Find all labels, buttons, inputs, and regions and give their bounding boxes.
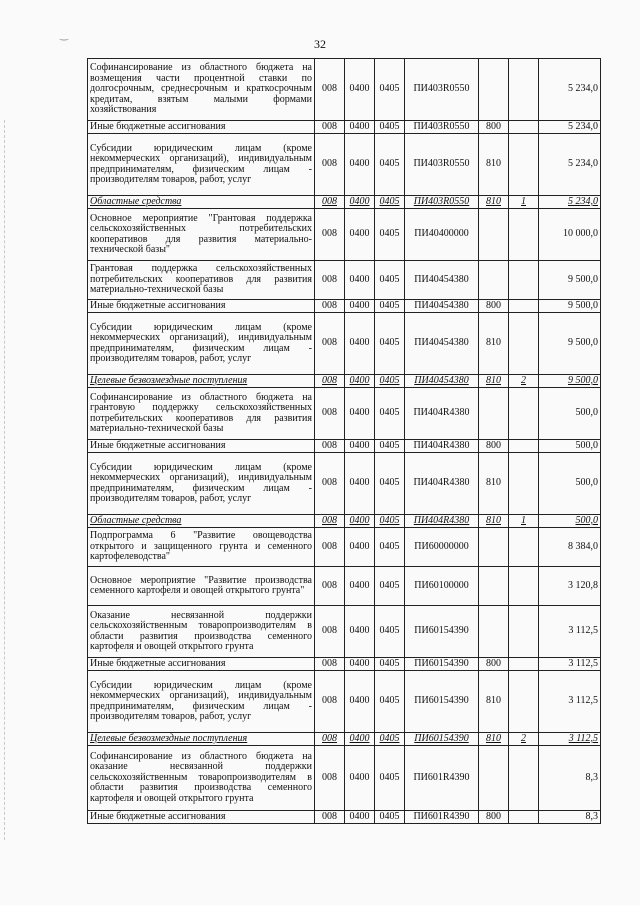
cell-target-article: ПИ60154390 bbox=[405, 606, 479, 658]
table-row bbox=[88, 134, 601, 196]
cell-subsection-code: 0405 bbox=[375, 746, 405, 811]
cell-subsection-code: 0405 bbox=[375, 567, 405, 606]
cell-ministry-code: 008 bbox=[315, 515, 345, 528]
cell-section-code: 0400 bbox=[345, 59, 375, 121]
cell-expense-type: 810 bbox=[479, 671, 509, 733]
cell-subsection-code: 0405 bbox=[375, 313, 405, 375]
cell-description: Иные бюджетные ассигнования bbox=[88, 658, 315, 671]
cell-expense-type: 810 bbox=[479, 733, 509, 746]
cell-expense-type bbox=[479, 528, 509, 567]
cell-amount: 500,0 bbox=[539, 453, 601, 515]
budget-table-body bbox=[88, 59, 601, 824]
table-row bbox=[88, 300, 601, 313]
cell-section-code: 0400 bbox=[345, 388, 375, 440]
cell-funding-source bbox=[509, 440, 539, 453]
table-row bbox=[88, 671, 601, 733]
cell-subsection-code: 0405 bbox=[375, 300, 405, 313]
cell-amount: 10 000,0 bbox=[539, 209, 601, 261]
cell-target-article: ПИ404R4380 bbox=[405, 388, 479, 440]
cell-subsection-code: 0405 bbox=[375, 261, 405, 300]
cell-subsection-code: 0405 bbox=[375, 440, 405, 453]
cell-expense-type: 810 bbox=[479, 515, 509, 528]
cell-amount: 5 234,0 bbox=[539, 59, 601, 121]
cell-description: Софинансирование из областного бюджета на грантовую поддержку сельскохозяйственных потребительских кооперативов для развития материально-технической базы bbox=[88, 388, 315, 440]
table-row bbox=[88, 196, 601, 209]
cell-target-article: ПИ404R4380 bbox=[405, 515, 479, 528]
cell-section-code: 0400 bbox=[345, 515, 375, 528]
cell-description: Оказание несвязанной поддержки сельскохозяйственным товаропроизводителям в области развития производства семенного картофеля и овощей открытого грунта bbox=[88, 606, 315, 658]
cell-description: Подпрограмма 6 "Развитие овощеводства открытого и защищенного грунта и семенного картофелеводства" bbox=[88, 528, 315, 567]
cell-ministry-code: 008 bbox=[315, 196, 345, 209]
cell-subsection-code: 0405 bbox=[375, 134, 405, 196]
cell-amount: 3 112,5 bbox=[539, 733, 601, 746]
cell-section-code: 0400 bbox=[345, 440, 375, 453]
table-row bbox=[88, 209, 601, 261]
cell-funding-source: 2 bbox=[509, 733, 539, 746]
page-number: 32 bbox=[314, 37, 326, 51]
table-row bbox=[88, 515, 601, 528]
cell-amount: 9 500,0 bbox=[539, 313, 601, 375]
cell-target-article: ПИ403R0550 bbox=[405, 196, 479, 209]
cell-funding-source bbox=[509, 606, 539, 658]
cell-funding-source bbox=[509, 746, 539, 811]
cell-description: Субсидии юридическим лицам (кроме некоммерческих организаций), индивидуальным предпринимателям, физическим лицам - производителям товаров, работ, услуг bbox=[88, 134, 315, 196]
cell-amount: 500,0 bbox=[539, 440, 601, 453]
cell-section-code: 0400 bbox=[345, 209, 375, 261]
cell-subsection-code: 0405 bbox=[375, 375, 405, 388]
cell-funding-source bbox=[509, 811, 539, 824]
cell-expense-type: 810 bbox=[479, 313, 509, 375]
cell-target-article: ПИ601R4390 bbox=[405, 746, 479, 811]
cell-section-code: 0400 bbox=[345, 375, 375, 388]
cell-ministry-code: 008 bbox=[315, 134, 345, 196]
cell-amount: 8,3 bbox=[539, 746, 601, 811]
cell-ministry-code: 008 bbox=[315, 453, 345, 515]
cell-ministry-code: 008 bbox=[315, 209, 345, 261]
cell-subsection-code: 0405 bbox=[375, 388, 405, 440]
cell-target-article: ПИ60154390 bbox=[405, 733, 479, 746]
cell-ministry-code: 008 bbox=[315, 811, 345, 824]
cell-subsection-code: 0405 bbox=[375, 59, 405, 121]
cell-section-code: 0400 bbox=[345, 746, 375, 811]
cell-target-article: ПИ60100000 bbox=[405, 567, 479, 606]
cell-target-article: ПИ404R4380 bbox=[405, 453, 479, 515]
cell-ministry-code: 008 bbox=[315, 375, 345, 388]
cell-section-code: 0400 bbox=[345, 261, 375, 300]
table-row bbox=[88, 375, 601, 388]
cell-expense-type bbox=[479, 59, 509, 121]
cell-description: Иные бюджетные ассигнования bbox=[88, 811, 315, 824]
cell-ministry-code: 008 bbox=[315, 733, 345, 746]
cell-amount: 8 384,0 bbox=[539, 528, 601, 567]
cell-expense-type bbox=[479, 261, 509, 300]
cell-expense-type bbox=[479, 388, 509, 440]
cell-description: Софинансирование из областного бюджета на возмещения части процентной ставки по долгосрочным, среднесрочным и краткосрочным кредитам, взятым малыми формами хозяйствования bbox=[88, 59, 315, 121]
cell-section-code: 0400 bbox=[345, 196, 375, 209]
cell-ministry-code: 008 bbox=[315, 388, 345, 440]
cell-subsection-code: 0405 bbox=[375, 671, 405, 733]
cell-amount: 8,3 bbox=[539, 811, 601, 824]
cell-funding-source bbox=[509, 658, 539, 671]
cell-section-code: 0400 bbox=[345, 121, 375, 134]
cell-funding-source: 1 bbox=[509, 196, 539, 209]
cell-amount: 9 500,0 bbox=[539, 300, 601, 313]
cell-ministry-code: 008 bbox=[315, 313, 345, 375]
cell-amount: 3 112,5 bbox=[539, 658, 601, 671]
table-row bbox=[88, 746, 601, 811]
cell-target-article: ПИ40400000 bbox=[405, 209, 479, 261]
table-row bbox=[88, 606, 601, 658]
cell-target-article: ПИ403R0550 bbox=[405, 121, 479, 134]
cell-section-code: 0400 bbox=[345, 300, 375, 313]
cell-description: Иные бюджетные ассигнования bbox=[88, 121, 315, 134]
cell-amount: 3 112,5 bbox=[539, 606, 601, 658]
cell-subsection-code: 0405 bbox=[375, 209, 405, 261]
cell-amount: 5 234,0 bbox=[539, 196, 601, 209]
cell-description: Иные бюджетные ассигнования bbox=[88, 440, 315, 453]
cell-amount: 500,0 bbox=[539, 515, 601, 528]
cell-section-code: 0400 bbox=[345, 134, 375, 196]
cell-subsection-code: 0405 bbox=[375, 453, 405, 515]
cell-ministry-code: 008 bbox=[315, 121, 345, 134]
cell-description: Грантовая поддержка сельскохозяйственных потребительских кооперативов для развития материально-технической базы bbox=[88, 261, 315, 300]
cell-funding-source bbox=[509, 209, 539, 261]
cell-subsection-code: 0405 bbox=[375, 606, 405, 658]
cell-description: Областные средства bbox=[88, 515, 315, 528]
cell-target-article: ПИ40454380 bbox=[405, 300, 479, 313]
cell-description: Основное мероприятие "Грантовая поддержка сельскохозяйственных потребительских кооперативов для развития материально-технической базы" bbox=[88, 209, 315, 261]
cell-target-article: ПИ40454380 bbox=[405, 375, 479, 388]
cell-amount: 9 500,0 bbox=[539, 375, 601, 388]
budget-table bbox=[87, 58, 601, 824]
cell-description: Иные бюджетные ассигнования bbox=[88, 300, 315, 313]
table-row bbox=[88, 733, 601, 746]
cell-expense-type: 800 bbox=[479, 121, 509, 134]
table-row bbox=[88, 440, 601, 453]
cell-funding-source bbox=[509, 261, 539, 300]
cell-subsection-code: 0405 bbox=[375, 658, 405, 671]
cell-funding-source bbox=[509, 671, 539, 733]
cell-subsection-code: 0405 bbox=[375, 811, 405, 824]
cell-ministry-code: 008 bbox=[315, 59, 345, 121]
cell-amount: 3 112,5 bbox=[539, 671, 601, 733]
cell-section-code: 0400 bbox=[345, 453, 375, 515]
cell-section-code: 0400 bbox=[345, 811, 375, 824]
cell-expense-type: 800 bbox=[479, 300, 509, 313]
cell-target-article: ПИ404R4380 bbox=[405, 440, 479, 453]
cell-description: Основное мероприятие "Развитие производства семенного картофеля и овощей открытого грунта" bbox=[88, 567, 315, 606]
cell-expense-type: 810 bbox=[479, 453, 509, 515]
cell-section-code: 0400 bbox=[345, 567, 375, 606]
table-row bbox=[88, 811, 601, 824]
cell-ministry-code: 008 bbox=[315, 658, 345, 671]
cell-description: Областные средства bbox=[88, 196, 315, 209]
cell-funding-source bbox=[509, 388, 539, 440]
cell-subsection-code: 0405 bbox=[375, 528, 405, 567]
table-row bbox=[88, 567, 601, 606]
cell-funding-source: 2 bbox=[509, 375, 539, 388]
cell-subsection-code: 0405 bbox=[375, 515, 405, 528]
cell-expense-type: 810 bbox=[479, 134, 509, 196]
cell-expense-type: 800 bbox=[479, 811, 509, 824]
cell-expense-type: 800 bbox=[479, 658, 509, 671]
cell-section-code: 0400 bbox=[345, 313, 375, 375]
table-row bbox=[88, 59, 601, 121]
cell-ministry-code: 008 bbox=[315, 300, 345, 313]
cell-ministry-code: 008 bbox=[315, 671, 345, 733]
cell-amount: 9 500,0 bbox=[539, 261, 601, 300]
cell-description: Субсидии юридическим лицам (кроме некоммерческих организаций), индивидуальным предпринимателям, физическим лицам - производителям товаров, работ, услуг bbox=[88, 313, 315, 375]
table-row bbox=[88, 528, 601, 567]
cell-target-article: ПИ601R4390 bbox=[405, 811, 479, 824]
cell-funding-source bbox=[509, 567, 539, 606]
table-row bbox=[88, 261, 601, 300]
cell-expense-type bbox=[479, 567, 509, 606]
cell-funding-source bbox=[509, 300, 539, 313]
cell-amount: 5 234,0 bbox=[539, 121, 601, 134]
cell-expense-type: 810 bbox=[479, 196, 509, 209]
cell-expense-type: 810 bbox=[479, 375, 509, 388]
cell-section-code: 0400 bbox=[345, 671, 375, 733]
cell-expense-type bbox=[479, 606, 509, 658]
cell-description: Субсидии юридическим лицам (кроме некоммерческих организаций), индивидуальным предпринимателям, физическим лицам - производителям товаров, работ, услуг bbox=[88, 671, 315, 733]
cell-funding-source bbox=[509, 59, 539, 121]
table-row bbox=[88, 453, 601, 515]
cell-funding-source bbox=[509, 453, 539, 515]
cell-target-article: ПИ60154390 bbox=[405, 671, 479, 733]
cell-subsection-code: 0405 bbox=[375, 196, 405, 209]
cell-funding-source: 1 bbox=[509, 515, 539, 528]
scan-mark: ‿ bbox=[60, 30, 69, 41]
cell-section-code: 0400 bbox=[345, 606, 375, 658]
cell-ministry-code: 008 bbox=[315, 528, 345, 567]
table-row bbox=[88, 658, 601, 671]
cell-expense-type bbox=[479, 209, 509, 261]
table-row bbox=[88, 388, 601, 440]
margin-scan-line bbox=[4, 120, 5, 840]
cell-description: Целевые безвозмездные поступления bbox=[88, 375, 315, 388]
cell-target-article: ПИ60154390 bbox=[405, 658, 479, 671]
cell-ministry-code: 008 bbox=[315, 746, 345, 811]
cell-description: Целевые безвозмездные поступления bbox=[88, 733, 315, 746]
cell-target-article: ПИ40454380 bbox=[405, 313, 479, 375]
cell-amount: 500,0 bbox=[539, 388, 601, 440]
cell-section-code: 0400 bbox=[345, 658, 375, 671]
cell-target-article: ПИ60000000 bbox=[405, 528, 479, 567]
cell-amount: 3 120,8 bbox=[539, 567, 601, 606]
cell-expense-type: 800 bbox=[479, 440, 509, 453]
cell-funding-source bbox=[509, 528, 539, 567]
cell-subsection-code: 0405 bbox=[375, 733, 405, 746]
cell-funding-source bbox=[509, 313, 539, 375]
table-row bbox=[88, 313, 601, 375]
cell-funding-source bbox=[509, 134, 539, 196]
cell-expense-type bbox=[479, 746, 509, 811]
cell-amount: 5 234,0 bbox=[539, 134, 601, 196]
cell-target-article: ПИ403R0550 bbox=[405, 59, 479, 121]
table-row bbox=[88, 121, 601, 134]
cell-subsection-code: 0405 bbox=[375, 121, 405, 134]
cell-ministry-code: 008 bbox=[315, 440, 345, 453]
cell-target-article: ПИ40454380 bbox=[405, 261, 479, 300]
cell-section-code: 0400 bbox=[345, 733, 375, 746]
cell-section-code: 0400 bbox=[345, 528, 375, 567]
cell-ministry-code: 008 bbox=[315, 261, 345, 300]
cell-description: Софинансирование из областного бюджета на оказание несвязанной поддержки сельскохозяйственным товаропроизводителям в области развития производства семенного картофеля и овощей открытого грунта bbox=[88, 746, 315, 811]
cell-funding-source bbox=[509, 121, 539, 134]
cell-ministry-code: 008 bbox=[315, 606, 345, 658]
cell-ministry-code: 008 bbox=[315, 567, 345, 606]
cell-target-article: ПИ403R0550 bbox=[405, 134, 479, 196]
cell-description: Субсидии юридическим лицам (кроме некоммерческих организаций), индивидуальным предпринимателям, физическим лицам - производителям товаров, работ, услуг bbox=[88, 453, 315, 515]
